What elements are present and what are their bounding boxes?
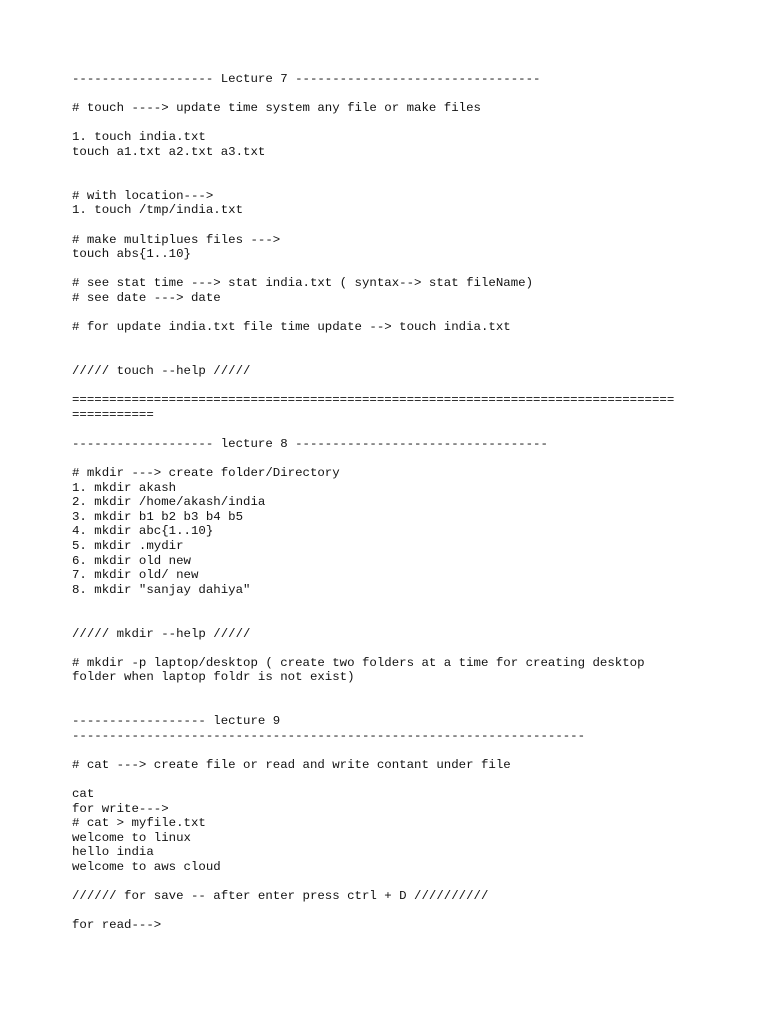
text-line: 1. mkdir akash <box>72 480 177 495</box>
text-line: # with location---> <box>72 188 214 203</box>
text-line: touch a1.txt a2.txt a3.txt <box>72 144 266 159</box>
text-line: 1. touch /tmp/india.txt <box>72 203 244 218</box>
text-line <box>72 306 712 321</box>
text-line: # for update india.txt file time update --> touch india.txt <box>72 320 511 335</box>
text-line <box>72 349 712 364</box>
text-line: --------------------------------------------------------------------- <box>72 728 586 743</box>
text-line <box>72 773 712 788</box>
text-line <box>72 597 712 612</box>
text-line <box>72 743 712 758</box>
text-line: 3. mkdir b1 b2 b3 b4 b5 <box>72 509 244 524</box>
text-line <box>72 612 712 627</box>
text-line <box>72 875 712 890</box>
text-line: # touch ----> update time system any file or make files <box>72 101 481 116</box>
text-line <box>72 218 712 233</box>
text-line: ================================================================================= <box>72 393 675 408</box>
text-line: ////// for save -- after enter press ctrl + D ////////// <box>72 889 489 904</box>
text-line: ------------------ lecture 9 <box>72 714 281 729</box>
text-line: touch abs{1..10} <box>72 247 191 262</box>
text-line: # cat ---> create file or read and write contant under file <box>72 757 511 772</box>
text-line: # see stat time ---> stat india.txt ( syntax--> stat fileName) <box>72 276 534 291</box>
text-line: # mkdir ---> create folder/Directory <box>72 466 340 481</box>
text-line: ///// touch --help ///// <box>72 363 251 378</box>
text-line: 7. mkdir old/ new <box>72 568 199 583</box>
text-line: for read---> <box>72 918 162 933</box>
text-line <box>72 335 712 350</box>
text-line: # cat > myfile.txt <box>72 816 206 831</box>
text-line: 4. mkdir abc{1..10} <box>72 524 214 539</box>
text-line <box>72 174 712 189</box>
text-line <box>72 262 712 277</box>
text-line: 5. mkdir .mydir <box>72 539 184 553</box>
text-line: welcome to aws cloud <box>72 860 221 875</box>
text-line <box>72 451 712 466</box>
text-line: 6. mkdir old new <box>72 553 191 568</box>
text-line: for write---> <box>72 801 169 816</box>
text-line <box>72 641 712 656</box>
text-line <box>72 116 712 131</box>
text-line <box>72 87 712 102</box>
text-line: 8. mkdir "sanjay dahiya" <box>72 582 251 597</box>
document-page <box>72 72 712 933</box>
text-line: # make multiplues files ---> <box>72 232 281 247</box>
text-line <box>72 685 712 700</box>
text-line: =========== <box>72 407 154 422</box>
text-line <box>72 378 712 393</box>
text-line <box>72 700 712 715</box>
text-line <box>72 904 712 919</box>
text-line: 1. touch india.txt <box>72 130 206 145</box>
text-line: ------------------- lecture 8 ---------------------------------- <box>72 436 548 451</box>
text-line: welcome to linux <box>72 830 191 845</box>
text-line <box>72 422 712 437</box>
text-line <box>72 160 712 175</box>
text-line: cat <box>72 787 95 802</box>
text-line: 2. mkdir /home/akash/india <box>72 495 266 510</box>
text-line: # mkdir -p laptop/desktop ( create two folders at a time for creating desktop <box>72 655 645 670</box>
text-line: hello india <box>72 845 154 860</box>
text-line: ------------------- Lecture 7 --------------------------------- <box>72 72 541 86</box>
text-line: folder when laptop foldr is not exist) <box>72 670 355 685</box>
text-line: ///// mkdir --help ///// <box>72 626 251 641</box>
text-line: # see date ---> date <box>72 290 221 305</box>
